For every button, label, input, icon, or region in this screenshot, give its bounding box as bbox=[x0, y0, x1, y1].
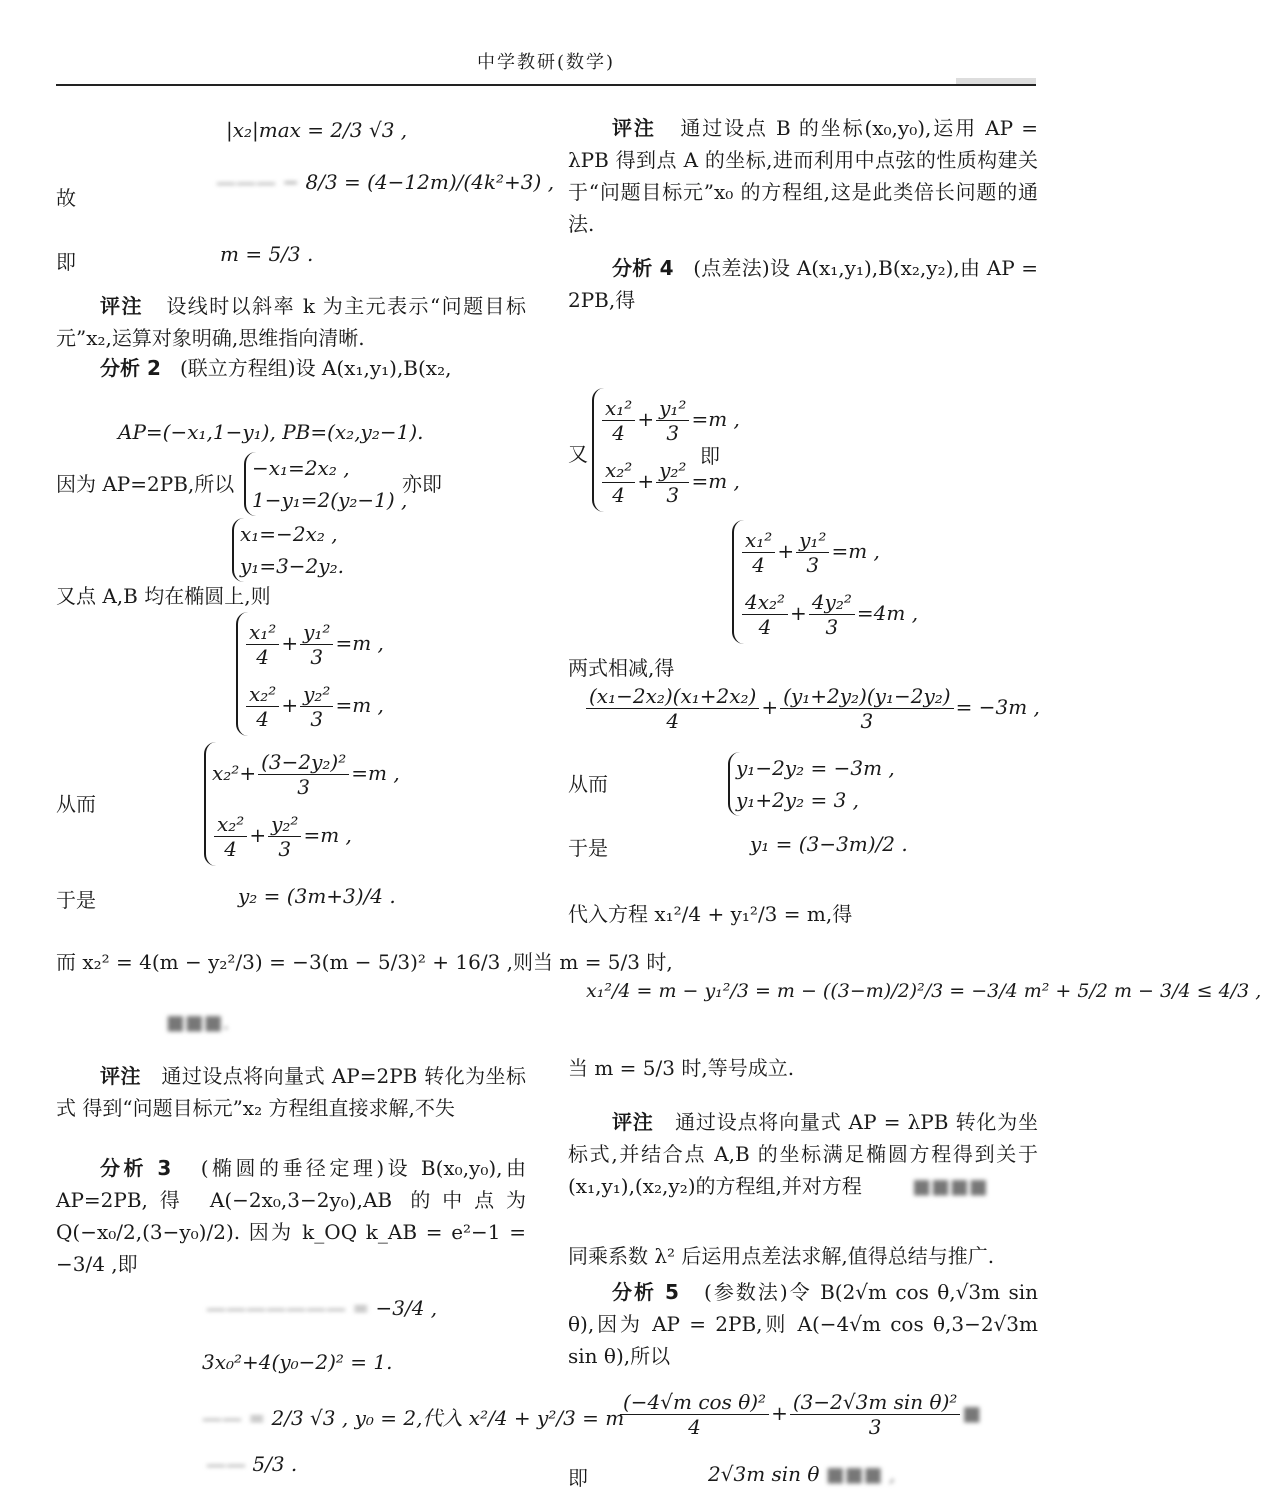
remark-1 bbox=[56, 290, 526, 354]
equality-condition: 当 m = 5/3 时,等号成立. bbox=[568, 1056, 795, 1080]
system-2-line-1: x₁=−2x₂ , bbox=[240, 522, 338, 546]
label-ji: 即 bbox=[56, 250, 76, 274]
parametric-numerator-1: (−4√m cos θ)² bbox=[620, 1390, 769, 1415]
label-ji-final: 即 bbox=[568, 1466, 588, 1490]
equation-slope-rhs: −3/4 , bbox=[375, 1296, 438, 1320]
difference-equation: $\frac{\text{(x₁−2x₂)(x₁+2x₂)}}{4}$ + $\frac{\text{(y₁+2y₂)(y₁−2y₂)}}{3}$ = −3m , bbox=[584, 684, 1040, 733]
remark-1-label: 评注 bbox=[100, 294, 143, 318]
vector-components: AP=(−x₁,1−y₁), PB=(x₂,y₂−1). bbox=[118, 420, 424, 444]
analysis-2-text: (联立方程组)设 A(x₁,y₁),B(x₂, bbox=[179, 356, 452, 380]
analysis-4-text: (点差法)设 A(x₁,y₁),B(x₂,y₂),由 AP = 2PB,得 bbox=[568, 256, 1038, 312]
equation-slope bbox=[206, 1296, 437, 1320]
remark-4-tail: 同乘系数 λ² 后运用点差法求解,值得总结与推广. bbox=[568, 1244, 995, 1268]
label-gu: 故 bbox=[56, 186, 76, 210]
system-1-brace bbox=[244, 452, 407, 516]
remark-3-text: 通过设点 B 的坐标(x₀,y₀),运用 AP = λPB 得到点 A 的坐标,进而利用中点弦的性质构建关于“问题目标元”x₀ 的方程组,这是此类倍长问题的通法. bbox=[568, 116, 1039, 236]
analysis-3-label: 分析 3 bbox=[100, 1156, 172, 1180]
blurred-fragment: ——— − bbox=[216, 170, 300, 194]
label-yiji: 亦即 bbox=[402, 472, 442, 496]
equation-final-left bbox=[206, 1452, 297, 1476]
final-equation bbox=[708, 1462, 895, 1486]
blurred-fragment: ■■■ , bbox=[825, 1462, 896, 1486]
equation-ellipse: 3x₀²+4(y₀−2)² = 1. bbox=[202, 1350, 393, 1374]
remark-4-text: 通过设点将向量式 AP = λPB 转化为坐标式,并结合点 A,B 的坐标满足椭圆方程得到关于(x₁,y₁),(x₂,y₂)的方程组,并对方程 bbox=[568, 1110, 1039, 1198]
equation-k-rhs: 8/3 = (4−12m)/(4k²+3) , bbox=[305, 170, 555, 194]
er-line: 而 x₂² = 4(m − y₂²/3) = −3(m − 5/3)² + 16/3 ,则当 m = 5/3 时, bbox=[56, 950, 673, 974]
substitute-line: 代入方程 x₁²/4 + y₁²/3 = m,得 bbox=[568, 902, 853, 926]
system-5-line-1: $\frac{\text{x₁²}}{4}$ + $\frac{\text{y₁²}}{3}$ =m , bbox=[600, 388, 740, 450]
system-4-brace bbox=[204, 742, 400, 866]
system-2-line-2: y₁=3−2y₂. bbox=[240, 554, 344, 578]
subtract-line: 两式相减,得 bbox=[568, 656, 675, 680]
system-4-line-2: $\frac{\text{x₂²}}{4}$ + $\frac{\text{y₂²}}{3}$ =m , bbox=[212, 804, 400, 866]
blurred-fragment: —— = bbox=[202, 1406, 266, 1430]
system-3-line-1: $\frac{\text{x₁²}}{4}$ + $\frac{\text{y₁²}}{3}$ =m , bbox=[244, 612, 384, 674]
system-2-brace bbox=[232, 518, 344, 582]
blurred-fragment: ■ bbox=[962, 1401, 982, 1425]
analysis-5-label: 分析 5 bbox=[612, 1280, 679, 1304]
system-3 bbox=[236, 612, 384, 736]
system-1 bbox=[244, 452, 407, 516]
label-yushi-right: 于是 bbox=[568, 836, 608, 860]
right-column bbox=[568, 100, 1261, 1490]
equation-final-left-text: 5/3 . bbox=[252, 1452, 298, 1476]
inequality: x₁²/4 = m − y₁²/3 = m − ((3−m)/2)²/3 = −3/4 m² + 5/2 m − 3/4 ≤ 4/3 , bbox=[586, 980, 1261, 1002]
equation-k bbox=[216, 170, 554, 194]
remark-2 bbox=[56, 1060, 526, 1124]
system-3-line-2: $\frac{\text{x₂²}}{4}$ + $\frac{\text{y₂²}}{3}$ =m , bbox=[244, 674, 384, 736]
running-header bbox=[56, 44, 1036, 86]
remark-1-text: 设线时以斜率 k 为主元表示“问题目标元”x₂,运算对象明确,思维指向清晰. bbox=[56, 294, 527, 350]
label-you: 又 bbox=[568, 442, 588, 466]
analysis-2-heading bbox=[56, 352, 526, 384]
system-4-line-1: x₂²+ $\frac{\text{(3−2y₂)²}}{3}$ =m , bbox=[212, 750, 400, 799]
remark-3-label: 评注 bbox=[612, 116, 656, 140]
blurred-fragment: —— bbox=[206, 1452, 246, 1476]
analysis-2-label: 分析 2 bbox=[100, 356, 161, 380]
system-7-brace bbox=[728, 752, 895, 816]
difference-rhs: = −3m , bbox=[955, 695, 1040, 719]
remark-4 bbox=[568, 1106, 1038, 1202]
remark-4-label: 评注 bbox=[612, 1110, 654, 1134]
equation-y2: y₂ = (3m+3)/4 . bbox=[238, 884, 396, 908]
equation-y1: y₁ = (3−3m)/2 . bbox=[750, 832, 908, 856]
label-congr: 从而 bbox=[56, 792, 96, 816]
system-6-rhs: 4m , bbox=[873, 601, 919, 625]
blurred-result bbox=[166, 1006, 526, 1038]
system-6-line-1: $\frac{\text{x₁²}}{4}$ + $\frac{\text{y₁²}}{3}$ =m , bbox=[740, 520, 918, 582]
label-ji-right: 即 bbox=[700, 444, 720, 468]
remark-2-text: 通过设点将向量式 AP=2PB 转化为坐标式 得到“问题目标元”x₂ 方程组直接求解,不失 bbox=[56, 1064, 527, 1120]
system-7 bbox=[728, 752, 895, 816]
system-1-line-2: 1−y₁=2(y₂−1) , bbox=[252, 488, 408, 512]
system-2 bbox=[232, 518, 344, 582]
header-rule-accent bbox=[956, 78, 1036, 84]
because-text: 因为 AP=2PB,所以 bbox=[56, 472, 235, 496]
parametric-numerator-2: (3−2√3m sin θ)² bbox=[790, 1390, 961, 1415]
system-4 bbox=[204, 742, 400, 866]
also-line: 又点 A,B 均在椭圆上,则 bbox=[56, 584, 271, 608]
remark-2-label: 评注 bbox=[100, 1064, 141, 1088]
label-yushi: 于是 bbox=[56, 888, 96, 912]
analysis-4 bbox=[568, 252, 1038, 316]
label-congr-right: 从而 bbox=[568, 772, 608, 796]
blurred-fragment: ■■■■ bbox=[912, 1174, 988, 1198]
system-6 bbox=[732, 520, 918, 644]
system-7-line-2: y₁+2y₂ = 3 , bbox=[736, 788, 860, 812]
equation-m: m = 5/3 . bbox=[220, 242, 314, 266]
system-6-line-2: $\frac{\text{4x₂²}}{4}$ + $\frac{\text{4y₂²}}{3}$ =4m , bbox=[740, 582, 918, 644]
equation-substitute-text: 2/3 √3 , y₀ = 2,代入 x²/4 + y²/3 = m bbox=[271, 1406, 625, 1430]
remark-3 bbox=[568, 112, 1038, 240]
parametric-equation: $\frac{\text{(−4√m cos θ)²}}{4}$ + $\frac{\text{(3−2√3m sin θ)²}}{3}$ ■ bbox=[618, 1390, 981, 1439]
system-1-line-1: −x₁=2x₂ , bbox=[252, 456, 350, 480]
journal-title: 中学教研(数学) bbox=[476, 52, 616, 73]
blurred-fragment: ——————— = bbox=[206, 1296, 370, 1320]
equation-substitute bbox=[202, 1402, 624, 1431]
analysis-5 bbox=[568, 1276, 1038, 1372]
analysis-5-text: (参数法)令 B(2√m cos θ,√3m sin θ),因为 AP = 2PB,则 A(−4√m cos θ,3−2√3m sin θ),所以 bbox=[568, 1280, 1038, 1368]
analysis-4-label: 分析 4 bbox=[612, 256, 674, 280]
system-6-brace bbox=[732, 520, 918, 644]
blurred-fragment: ■■■. bbox=[166, 1010, 230, 1034]
analysis-3 bbox=[56, 1152, 526, 1280]
system-3-brace bbox=[236, 612, 384, 736]
equation-x2-max: |x₂|max = 2/3 √3 , bbox=[226, 118, 408, 142]
analysis-3-text: (椭圆的垂径定理)设 B(x₀,y₀),由 AP=2PB,得 A(−2x₀,3−2y₀),AB 的中点为 Q(−x₀/2,(3−y₀)/2). 因为 k_OQ k_AB = e²−1 = −3/4 ,即 bbox=[56, 1156, 526, 1276]
system-5-line-2: $\frac{\text{x₂²}}{4}$ + $\frac{\text{y₂²}}{3}$ =m , bbox=[600, 450, 740, 512]
system-7-line-1: y₁−2y₂ = −3m , bbox=[736, 756, 895, 780]
final-equation-text: 2√3m sin θ bbox=[708, 1462, 820, 1486]
